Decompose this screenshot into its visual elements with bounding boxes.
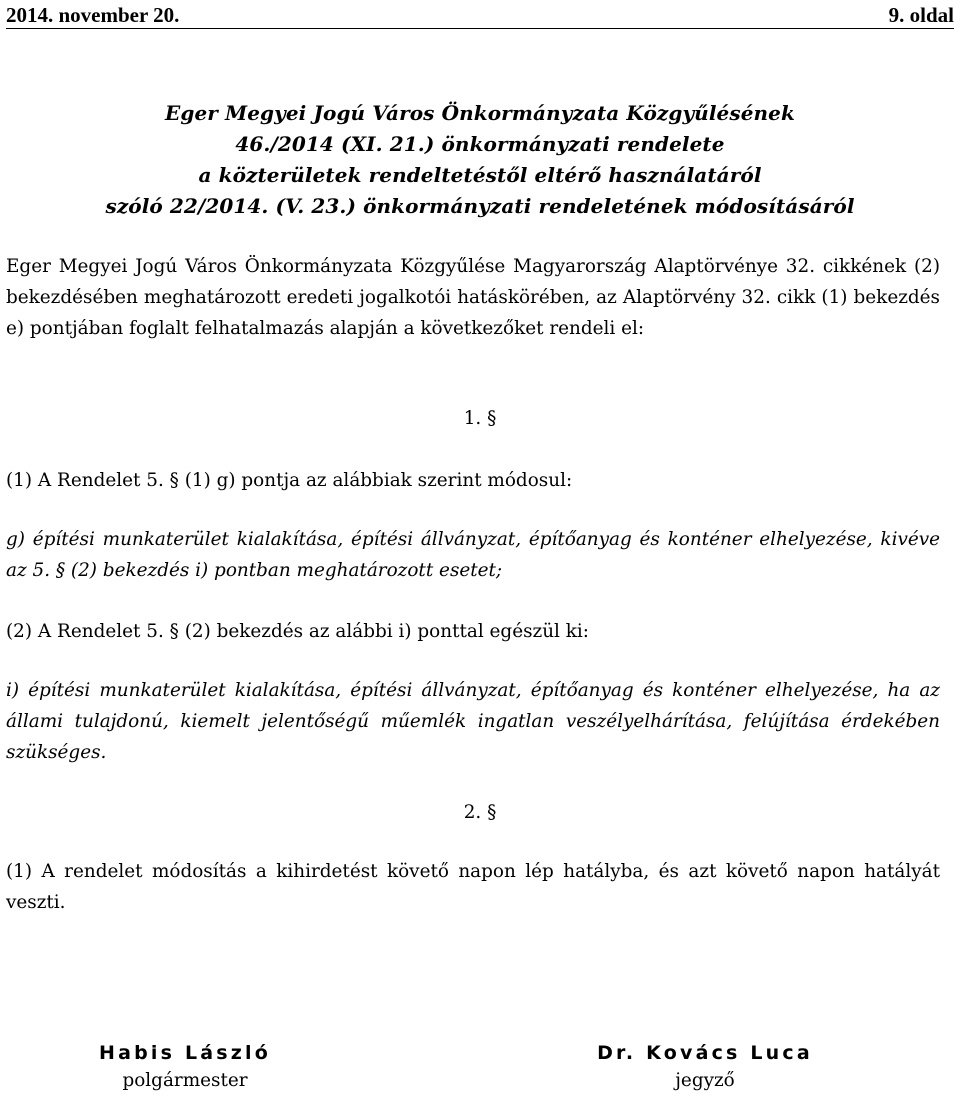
section-1-heading: 1. § bbox=[463, 408, 497, 429]
section-2-heading: 2. § bbox=[463, 802, 497, 823]
header-date: 2014. november 20. bbox=[6, 3, 180, 27]
title-line: a közterületek rendeltetéstől eltérő használatáról bbox=[198, 163, 762, 187]
preamble-paragraph: Eger Megyei Jogú Város Önkormányzata Közgyűlése Magyarország Alaptörvénye 32. cikkének (2) bekezdésében meghatározott eredeti jogalkotói hatáskörében, az Alaptörvény 32. cikk (1) bekezdés e) pontjában foglalt felhatalmazás alapján a következőket rendeli el: bbox=[6, 256, 940, 339]
section-2-paragraph-1: (1) A rendelet módosítás a kihirdetést követő napon lép hatályba, és azt követő napon hatályát veszti. bbox=[6, 861, 940, 913]
section-1-point-g: g) építési munkaterület kialakítása, építési állványzat, építőanyag és konténer elhelyezése, kivéve az 5. § (2) bekezdés i) pontban meghatározott esetet; bbox=[6, 529, 940, 581]
page-header bbox=[6, 2, 954, 29]
document-title bbox=[0, 98, 960, 222]
signature-right bbox=[560, 1039, 850, 1095]
section-1-paragraph-2: (2) A Rendelet 5. § (2) bekezdés az alábbi i) ponttal egészül ki: bbox=[6, 621, 590, 642]
header-page-number: 9. oldal bbox=[888, 3, 954, 27]
signature-left bbox=[60, 1039, 310, 1095]
title-line: Eger Megyei Jogú Város Önkormányzata Közgyűlésének bbox=[165, 101, 795, 125]
section-1-point-i: i) építési munkaterület kialakítása, építési állványzat, építőanyag és konténer elhelyezése, ha az állami tulajdonú, kiemelt jelentőségű műemlék ingatlan veszélyelhárítása, felújítása érdekében szükséges. bbox=[6, 680, 940, 763]
signature-role: polgármester bbox=[122, 1070, 248, 1091]
signature-name: Habis László bbox=[98, 1042, 272, 1064]
signature-role: jegyző bbox=[675, 1070, 735, 1091]
signature-name: Dr. Kovács Luca bbox=[597, 1042, 813, 1064]
title-line: szóló 22/2014. (V. 23.) önkormányzati rendeletének módosításáról bbox=[105, 194, 855, 218]
section-1-paragraph-1: (1) A Rendelet 5. § (1) g) pontja az alábbiak szerint módosul: bbox=[6, 470, 573, 491]
title-line: 46./2014 (XI. 21.) önkormányzati rendelete bbox=[235, 132, 725, 156]
